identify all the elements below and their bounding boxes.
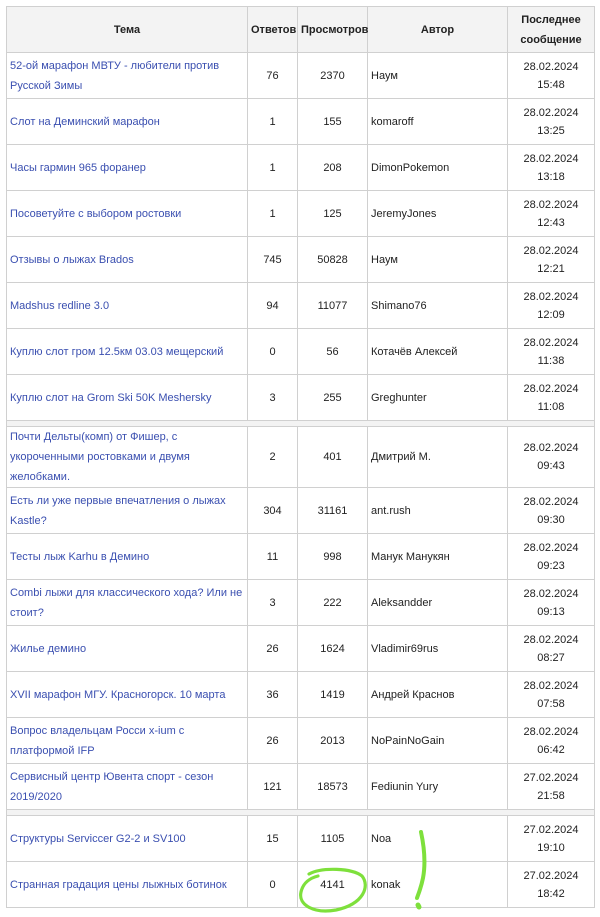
last-post-cell <box>508 672 595 718</box>
table-row <box>7 237 595 283</box>
replies-cell: 3 <box>248 375 298 421</box>
last-post-cell <box>508 145 595 191</box>
views-cell: 31161 <box>298 488 368 534</box>
last-post-date: 28.02.2024 <box>523 244 579 257</box>
views-cell: 155 <box>298 99 368 145</box>
last-post-cell <box>508 764 595 810</box>
last-post-cell <box>508 427 595 488</box>
author-cell[interactable]: Андрей Краснов <box>368 672 508 718</box>
views-cell: 1419 <box>298 672 368 718</box>
last-post-time: 18:42 <box>537 887 565 900</box>
views-cell: 1624 <box>298 626 368 672</box>
author-cell[interactable]: DimonPokemon <box>368 145 508 191</box>
last-post-date: 27.02.2024 <box>523 771 579 784</box>
last-post-cell <box>508 718 595 764</box>
views-cell: 2370 <box>298 53 368 99</box>
last-post-time: 19:10 <box>537 841 565 854</box>
last-post-date: 28.02.2024 <box>523 152 579 165</box>
replies-cell: 745 <box>248 237 298 283</box>
last-post-date: 28.02.2024 <box>523 495 579 508</box>
topic-link[interactable]: Отзывы о лыжах Brados <box>10 253 134 266</box>
author-cell[interactable]: Aleksandder <box>368 580 508 626</box>
views-cell: 50828 <box>298 237 368 283</box>
last-post-time: 09:13 <box>537 605 565 618</box>
last-post-time: 12:43 <box>537 216 565 229</box>
last-post-cell <box>508 191 595 237</box>
topic-cell <box>7 237 248 283</box>
topic-link[interactable]: Тесты лыж Karhu в Демино <box>10 550 150 563</box>
topic-cell <box>7 580 248 626</box>
table-row <box>7 626 595 672</box>
header-topic[interactable]: Тема <box>7 7 248 53</box>
header-author[interactable]: Автор <box>368 7 508 53</box>
topic-cell <box>7 53 248 99</box>
topic-cell <box>7 718 248 764</box>
replies-cell: 304 <box>248 488 298 534</box>
topic-cell <box>7 283 248 329</box>
last-post-cell <box>508 53 595 99</box>
table-row <box>7 718 595 764</box>
author-cell[interactable]: NoPainNoGain <box>368 718 508 764</box>
last-post-date: 28.02.2024 <box>523 60 579 73</box>
topic-cell <box>7 427 248 488</box>
replies-cell: 1 <box>248 191 298 237</box>
topic-link[interactable]: Куплю слот на Grom Ski 50K Meshersky <box>10 391 212 404</box>
author-cell[interactable]: komaroff <box>368 99 508 145</box>
topic-link[interactable]: XVII марафон МГУ. Красногорск. 10 марта <box>10 688 226 701</box>
table-row <box>7 672 595 718</box>
author-cell[interactable]: Котачёв Алексей <box>368 329 508 375</box>
header-replies[interactable]: Ответов <box>248 7 298 53</box>
topic-cell <box>7 375 248 421</box>
topic-link[interactable]: Часы гармин 965 форанер <box>10 161 146 174</box>
last-post-cell <box>508 580 595 626</box>
views-cell: 125 <box>298 191 368 237</box>
last-post-time: 09:30 <box>537 513 565 526</box>
last-post-date: 28.02.2024 <box>523 679 579 692</box>
topic-cell <box>7 672 248 718</box>
author-cell[interactable]: Наум <box>368 53 508 99</box>
views-cell: 222 <box>298 580 368 626</box>
last-post-time: 08:27 <box>537 651 565 664</box>
author-cell[interactable]: Noa <box>368 816 508 862</box>
topic-link[interactable]: Вопрос владельцам Росси x-ium с платформой IFP <box>10 724 185 757</box>
views-cell: 2013 <box>298 718 368 764</box>
topic-cell <box>7 99 248 145</box>
last-post-date: 28.02.2024 <box>523 290 579 303</box>
last-post-date: 28.02.2024 <box>523 336 579 349</box>
topic-link[interactable]: Madshus redline 3.0 <box>10 299 110 312</box>
replies-cell: 15 <box>248 816 298 862</box>
last-post-time: 09:43 <box>537 460 565 472</box>
topic-link[interactable]: Сервисный центр Ювента спорт - сезон 2019/2020 <box>10 770 214 803</box>
last-post-cell <box>508 488 595 534</box>
topic-link[interactable]: Почти Дельты(комп) от Фишер, с укороченными ростовками и двумя желобками. <box>10 431 190 483</box>
topic-cell <box>7 626 248 672</box>
last-post-cell <box>508 329 595 375</box>
table-row <box>7 862 595 908</box>
replies-cell: 26 <box>248 718 298 764</box>
last-post-time: 11:08 <box>537 400 565 413</box>
replies-cell: 76 <box>248 53 298 99</box>
header-views[interactable]: Просмотров <box>298 7 368 53</box>
topic-link[interactable]: Есть ли уже первые впечатления о лыжах Kastle? <box>10 494 226 527</box>
table-row <box>7 534 595 580</box>
table-header-row <box>7 7 595 53</box>
table-row <box>7 283 595 329</box>
author-cell[interactable]: Дмитрий М. <box>368 427 508 488</box>
last-post-date: 28.02.2024 <box>523 725 579 738</box>
table-row <box>7 427 595 488</box>
last-post-cell <box>508 534 595 580</box>
views-cell: 4141 <box>298 862 368 908</box>
replies-cell: 0 <box>248 862 298 908</box>
table-row <box>7 816 595 862</box>
table-row <box>7 99 595 145</box>
topic-link[interactable]: Структуры Serviccer G2-2 и SV100 <box>10 832 186 845</box>
last-post-date: 28.02.2024 <box>523 382 579 395</box>
topic-link[interactable]: Посоветуйте с выбором ростовки <box>10 207 182 220</box>
topic-cell <box>7 816 248 862</box>
last-post-cell <box>508 237 595 283</box>
header-last-post-line1: Последнее <box>521 13 581 26</box>
topic-link[interactable]: Куплю слот гром 12.5км 03.03 мещерский <box>10 345 224 358</box>
last-post-date: 28.02.2024 <box>523 106 579 119</box>
topic-cell <box>7 329 248 375</box>
last-post-date: 28.02.2024 <box>523 198 579 211</box>
last-post-time: 13:18 <box>537 170 565 183</box>
views-cell: 998 <box>298 534 368 580</box>
last-post-date: 27.02.2024 <box>523 869 579 882</box>
last-post-time: 12:09 <box>537 308 565 321</box>
last-post-date: 28.02.2024 <box>523 633 579 646</box>
replies-cell: 36 <box>248 672 298 718</box>
topic-link[interactable]: Жилье демино <box>10 642 87 655</box>
last-post-cell <box>508 816 595 862</box>
table-row <box>7 488 595 534</box>
table-row <box>7 580 595 626</box>
last-post-time: 09:23 <box>537 559 565 572</box>
author-cell[interactable]: Наум <box>368 237 508 283</box>
replies-cell: 3 <box>248 580 298 626</box>
views-cell: 18573 <box>298 764 368 810</box>
last-post-cell <box>508 626 595 672</box>
views-cell: 208 <box>298 145 368 191</box>
topic-cell <box>7 764 248 810</box>
author-cell[interactable]: Fediunin Yury <box>368 764 508 810</box>
last-post-time: 06:42 <box>537 743 565 756</box>
table-row <box>7 191 595 237</box>
replies-cell: 121 <box>248 764 298 810</box>
table-row <box>7 145 595 191</box>
table-row <box>7 375 595 421</box>
topic-link[interactable]: Странная градация цены лыжных ботинок <box>10 878 227 891</box>
author-cell[interactable]: Манук Манукян <box>368 534 508 580</box>
table-row <box>7 329 595 375</box>
views-cell: 56 <box>298 329 368 375</box>
topic-link[interactable]: 52-ой марафон МВТУ - любители против Русской Зимы <box>10 59 220 92</box>
author-cell[interactable]: JeremyJones <box>368 191 508 237</box>
last-post-time: 12:21 <box>537 262 565 275</box>
last-post-time: 15:48 <box>537 78 565 91</box>
views-cell: 11077 <box>298 283 368 329</box>
author-cell[interactable]: konak <box>368 862 508 908</box>
last-post-cell <box>508 375 595 421</box>
last-post-date: 28.02.2024 <box>523 587 579 600</box>
replies-cell: 11 <box>248 534 298 580</box>
last-post-cell <box>508 283 595 329</box>
views-cell: 401 <box>298 427 368 488</box>
topic-cell <box>7 534 248 580</box>
last-post-time: 11:38 <box>537 354 565 367</box>
views-cell: 255 <box>298 375 368 421</box>
topic-cell <box>7 488 248 534</box>
last-post-cell <box>508 99 595 145</box>
replies-cell: 94 <box>248 283 298 329</box>
topic-cell <box>7 862 248 908</box>
header-last-post-line2: сообщение <box>520 33 582 46</box>
replies-cell: 1 <box>248 145 298 191</box>
author-cell[interactable]: Vladimir69rus <box>368 626 508 672</box>
author-cell[interactable]: Shimano76 <box>368 283 508 329</box>
table-row <box>7 764 595 810</box>
replies-cell: 2 <box>248 427 298 488</box>
last-post-date: 27.02.2024 <box>523 823 579 836</box>
replies-cell: 1 <box>248 99 298 145</box>
topic-cell <box>7 191 248 237</box>
views-cell: 1105 <box>298 816 368 862</box>
last-post-cell <box>508 862 595 908</box>
table-row <box>7 53 595 99</box>
last-post-time: 21:58 <box>537 789 565 802</box>
topic-link[interactable]: Combi лыжи для классического хода? Или не стоит? <box>10 586 243 619</box>
topic-cell <box>7 145 248 191</box>
last-post-time: 07:58 <box>537 697 565 710</box>
replies-cell: 26 <box>248 626 298 672</box>
replies-cell: 0 <box>248 329 298 375</box>
topic-link[interactable]: Слот на Деминский марафон <box>10 115 160 128</box>
last-post-date: 28.02.2024 <box>523 442 579 454</box>
author-cell[interactable]: Greghunter <box>368 375 508 421</box>
header-last-post[interactable] <box>508 7 595 53</box>
last-post-date: 28.02.2024 <box>523 541 579 554</box>
last-post-time: 13:25 <box>537 124 565 137</box>
author-cell[interactable]: ant.rush <box>368 488 508 534</box>
forum-topics-table <box>6 6 595 908</box>
